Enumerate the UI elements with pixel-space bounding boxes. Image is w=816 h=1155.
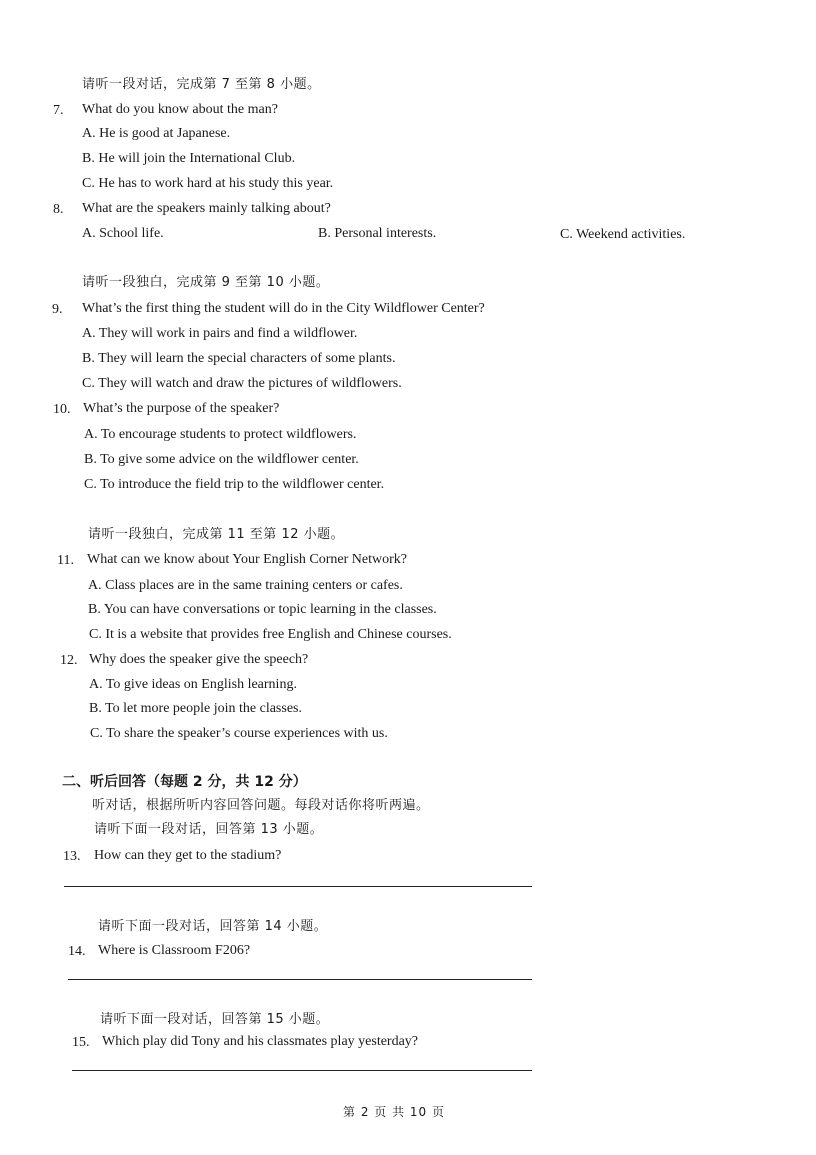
question-text: How can they get to the stadium? [94,848,282,863]
answer-option: C. To introduce the field trip to the wildflower center. [84,477,385,492]
question-text: What are the speakers mainly talking about? [82,201,331,216]
question-text: Where is Classroom F206? [98,943,251,958]
question-text: What’s the first thing the student will do in the City Wildflower Center? [82,301,485,316]
answer-option: A. School life. [82,226,164,241]
section-heading: 二、听后回答（每题 2 分，共 12 分） [62,774,307,790]
answer-line[interactable] [68,979,532,980]
listening-instruction: 请听下面一段对话，回答第 14 小题。 [98,919,328,934]
question-text: What’s the purpose of the speaker? [83,401,280,416]
listening-instruction: 请听一段独白，完成第 9 至第 10 小题。 [82,275,330,290]
answer-option: B. To give some advice on the wildflower center. [84,452,359,467]
question-number: 11. [57,553,74,568]
question-text: What do you know about the man? [82,102,278,117]
page-footer: 第 2 页 共 10 页 [343,1105,445,1119]
question-number: 7. [53,103,64,118]
question-number: 15. [72,1035,90,1050]
answer-option: B. He will join the International Club. [82,151,296,166]
answer-option: A. To give ideas on English learning. [89,677,297,692]
answer-option: B. To let more people join the classes. [89,701,302,716]
answer-option: A. They will work in pairs and find a wildflower. [82,326,358,341]
question-number: 12. [60,653,78,668]
answer-option: C. Weekend activities. [560,227,686,242]
answer-option: B. You can have conversations or topic learning in the classes. [88,602,437,617]
section-instruction: 听对话，根据所听内容回答问题。每段对话你将听两遍。 [92,798,430,813]
listening-instruction: 请听一段对话，完成第 7 至第 8 小题。 [82,77,321,92]
question-number: 9. [52,302,63,317]
question-number: 13. [63,849,81,864]
question-number: 14. [68,944,86,959]
listening-instruction: 请听一段独白，完成第 11 至第 12 小题。 [88,527,345,542]
answer-option: C. To share the speaker’s course experiences with us. [90,726,388,741]
listening-instruction: 请听下面一段对话，回答第 13 小题。 [94,822,324,837]
listening-instruction: 请听下面一段对话，回答第 15 小题。 [100,1012,330,1027]
question-text: Which play did Tony and his classmates play yesterday? [102,1034,419,1049]
answer-option: C. It is a website that provides free English and Chinese courses. [89,627,452,642]
answer-option: B. Personal interests. [318,226,437,241]
answer-option: C. They will watch and draw the pictures of wildflowers. [82,376,402,391]
answer-option: A. To encourage students to protect wildflowers. [84,427,357,442]
question-text: What can we know about Your English Corner Network? [87,552,407,567]
answer-option: B. They will learn the special characters of some plants. [82,351,396,366]
answer-option: C. He has to work hard at his study this year. [82,176,334,191]
question-number: 8. [53,202,64,217]
question-text: Why does the speaker give the speech? [89,652,309,667]
answer-option: A. He is good at Japanese. [82,126,231,141]
question-number: 10. [53,402,71,417]
answer-line[interactable] [72,1070,532,1071]
answer-option: A. Class places are in the same training centers or cafes. [88,578,403,593]
answer-line[interactable] [64,886,532,887]
